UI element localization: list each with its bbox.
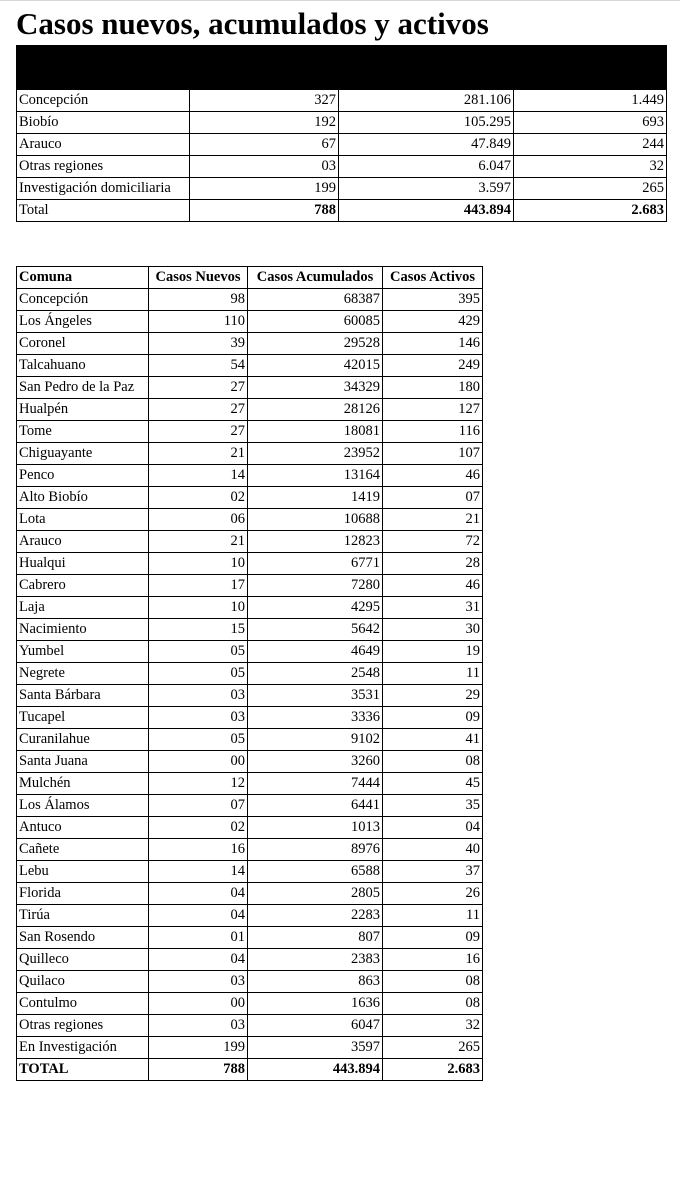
comuna-row	[17, 641, 483, 663]
casos-nuevos-cell: 67	[190, 134, 339, 156]
casos-acumulados-cell: 3336	[248, 707, 383, 729]
casos-acumulados-cell: 807	[248, 927, 383, 949]
comuna-name: Florida	[17, 883, 149, 905]
casos-acumulados-cell: 3260	[248, 751, 383, 773]
casos-activos-cell: 11	[383, 905, 483, 927]
casos-nuevos-cell: 54	[149, 355, 248, 377]
comuna-name: Arauco	[17, 531, 149, 553]
casos-activos-cell: 127	[383, 399, 483, 421]
comuna-name: Penco	[17, 465, 149, 487]
total-nuevos-cell: 788	[190, 200, 339, 222]
casos-nuevos-cell: 03	[149, 1015, 248, 1037]
region-label: Biobío	[17, 112, 190, 134]
region-label: Concepción	[17, 90, 190, 112]
casos-nuevos-cell: 03	[190, 156, 339, 178]
total-nuevos-cell: 788	[149, 1059, 248, 1081]
casos-nuevos-cell: 05	[149, 729, 248, 751]
casos-acumulados-cell: 2283	[248, 905, 383, 927]
casos-acumulados-cell: 4649	[248, 641, 383, 663]
summary-row	[17, 90, 667, 112]
casos-acumulados-cell: 8976	[248, 839, 383, 861]
casos-acumulados-cell: 4295	[248, 597, 383, 619]
comuna-name: Coronel	[17, 333, 149, 355]
region-label: Arauco	[17, 134, 190, 156]
casos-nuevos-cell: 05	[149, 663, 248, 685]
comuna-row	[17, 531, 483, 553]
casos-nuevos-cell: 21	[149, 443, 248, 465]
casos-acumulados-cell: 6441	[248, 795, 383, 817]
casos-activos-cell: 32	[383, 1015, 483, 1037]
casos-nuevos-cell: 14	[149, 465, 248, 487]
casos-nuevos-cell: 17	[149, 575, 248, 597]
casos-activos-cell: 244	[514, 134, 667, 156]
comuna-name: Negrete	[17, 663, 149, 685]
comuna-name: Concepción	[17, 289, 149, 311]
comuna-row	[17, 927, 483, 949]
total-activos-cell: 2.683	[514, 200, 667, 222]
comuna-row	[17, 949, 483, 971]
casos-nuevos-cell: 199	[149, 1037, 248, 1059]
casos-activos-cell: 09	[383, 927, 483, 949]
comuna-name: Lota	[17, 509, 149, 531]
comuna-name: Chiguayante	[17, 443, 149, 465]
comuna-row	[17, 729, 483, 751]
casos-activos-cell: 16	[383, 949, 483, 971]
casos-nuevos-cell: 27	[149, 377, 248, 399]
casos-acumulados-cell: 105.295	[339, 112, 514, 134]
summary-header-bar	[17, 46, 667, 90]
comuna-name: Santa Bárbara	[17, 685, 149, 707]
casos-activos-cell: 08	[383, 751, 483, 773]
comuna-name: Hualqui	[17, 553, 149, 575]
comuna-row	[17, 487, 483, 509]
casos-activos-cell: 116	[383, 421, 483, 443]
casos-nuevos-cell: 39	[149, 333, 248, 355]
total-acumulados-cell: 443.894	[248, 1059, 383, 1081]
summary-row	[17, 134, 667, 156]
comuna-name: Cañete	[17, 839, 149, 861]
comuna-row	[17, 751, 483, 773]
header-casos-activos: Casos Activos	[383, 267, 483, 289]
casos-activos-cell: 41	[383, 729, 483, 751]
casos-acumulados-cell: 3597	[248, 1037, 383, 1059]
total-activos-cell: 2.683	[383, 1059, 483, 1081]
comuna-row	[17, 685, 483, 707]
casos-acumulados-cell: 6047	[248, 1015, 383, 1037]
casos-nuevos-cell: 10	[149, 597, 248, 619]
casos-activos-cell: 249	[383, 355, 483, 377]
casos-nuevos-cell: 192	[190, 112, 339, 134]
comuna-row	[17, 465, 483, 487]
summary-row	[17, 156, 667, 178]
casos-activos-cell: 30	[383, 619, 483, 641]
casos-nuevos-cell: 04	[149, 883, 248, 905]
casos-acumulados-cell: 3531	[248, 685, 383, 707]
casos-nuevos-cell: 01	[149, 927, 248, 949]
header-comuna: Comuna	[17, 267, 149, 289]
comuna-name: San Pedro de la Paz	[17, 377, 149, 399]
total-acumulados-cell: 443.894	[339, 200, 514, 222]
casos-acumulados-cell: 12823	[248, 531, 383, 553]
casos-activos-cell: 46	[383, 575, 483, 597]
summary-row	[17, 112, 667, 134]
comuna-name: Lebu	[17, 861, 149, 883]
casos-nuevos-cell: 07	[149, 795, 248, 817]
casos-activos-cell: 28	[383, 553, 483, 575]
casos-acumulados-cell: 6.047	[339, 156, 514, 178]
comuna-name: Quilaco	[17, 971, 149, 993]
casos-nuevos-cell: 03	[149, 971, 248, 993]
casos-nuevos-cell: 27	[149, 421, 248, 443]
comuna-row	[17, 839, 483, 861]
top-border-line	[0, 0, 680, 1]
casos-nuevos-cell: 02	[149, 817, 248, 839]
casos-acumulados-cell: 29528	[248, 333, 383, 355]
casos-activos-cell: 107	[383, 443, 483, 465]
comuna-row	[17, 509, 483, 531]
casos-nuevos-cell: 06	[149, 509, 248, 531]
comuna-row	[17, 399, 483, 421]
comuna-row	[17, 1015, 483, 1037]
comuna-row	[17, 773, 483, 795]
page-title: Casos nuevos, acumulados y activos	[16, 6, 489, 41]
casos-activos-cell: 29	[383, 685, 483, 707]
comuna-row	[17, 993, 483, 1015]
casos-activos-cell: 429	[383, 311, 483, 333]
casos-nuevos-cell: 199	[190, 178, 339, 200]
casos-nuevos-cell: 98	[149, 289, 248, 311]
casos-activos-cell: 26	[383, 883, 483, 905]
comuna-name: Mulchén	[17, 773, 149, 795]
comuna-name: Laja	[17, 597, 149, 619]
comuna-row	[17, 421, 483, 443]
comuna-name: Otras regiones	[17, 1015, 149, 1037]
casos-nuevos-cell: 02	[149, 487, 248, 509]
comuna-row	[17, 883, 483, 905]
casos-activos-cell: 09	[383, 707, 483, 729]
casos-acumulados-cell: 42015	[248, 355, 383, 377]
casos-acumulados-cell: 68387	[248, 289, 383, 311]
comuna-name: Antuco	[17, 817, 149, 839]
comuna-name: Hualpén	[17, 399, 149, 421]
casos-acumulados-cell: 60085	[248, 311, 383, 333]
casos-acumulados-cell: 2805	[248, 883, 383, 905]
casos-nuevos-cell: 12	[149, 773, 248, 795]
casos-nuevos-cell: 03	[149, 707, 248, 729]
casos-activos-cell: 46	[383, 465, 483, 487]
casos-acumulados-cell: 2383	[248, 949, 383, 971]
casos-activos-cell: 45	[383, 773, 483, 795]
casos-acumulados-cell: 5642	[248, 619, 383, 641]
casos-acumulados-cell: 9102	[248, 729, 383, 751]
casos-acumulados-cell: 863	[248, 971, 383, 993]
casos-activos-cell: 35	[383, 795, 483, 817]
comuna-name: Curanilahue	[17, 729, 149, 751]
comuna-name: Quilleco	[17, 949, 149, 971]
casos-nuevos-cell: 14	[149, 861, 248, 883]
casos-activos-cell: 146	[383, 333, 483, 355]
casos-acumulados-cell: 2548	[248, 663, 383, 685]
header-casos-acumulados: Casos Acumulados	[248, 267, 383, 289]
comuna-row	[17, 553, 483, 575]
comuna-table-header	[17, 267, 483, 289]
comuna-name: Nacimiento	[17, 619, 149, 641]
casos-activos-cell: 08	[383, 993, 483, 1015]
summary-row	[17, 178, 667, 200]
comuna-name: Yumbel	[17, 641, 149, 663]
casos-activos-cell: 08	[383, 971, 483, 993]
comuna-row	[17, 575, 483, 597]
casos-acumulados-cell: 28126	[248, 399, 383, 421]
casos-activos-cell: 72	[383, 531, 483, 553]
comuna-row	[17, 289, 483, 311]
comuna-name: Los Álamos	[17, 795, 149, 817]
comuna-row	[17, 905, 483, 927]
comuna-name: Cabrero	[17, 575, 149, 597]
comuna-name: Santa Juana	[17, 751, 149, 773]
casos-activos-cell: 37	[383, 861, 483, 883]
casos-nuevos-cell: 04	[149, 905, 248, 927]
casos-acumulados-cell: 13164	[248, 465, 383, 487]
casos-activos-cell: 07	[383, 487, 483, 509]
casos-activos-cell: 31	[383, 597, 483, 619]
comuna-name: En Investigación	[17, 1037, 149, 1059]
casos-acumulados-cell: 6771	[248, 553, 383, 575]
casos-acumulados-cell: 1636	[248, 993, 383, 1015]
comuna-name: Alto Biobío	[17, 487, 149, 509]
casos-nuevos-cell: 00	[149, 993, 248, 1015]
total-label: Total	[17, 200, 190, 222]
casos-nuevos-cell: 21	[149, 531, 248, 553]
comuna-name: Talcahuano	[17, 355, 149, 377]
casos-activos-cell: 19	[383, 641, 483, 663]
comuna-name: Tirúa	[17, 905, 149, 927]
casos-activos-cell: 11	[383, 663, 483, 685]
comuna-name: Los Ángeles	[17, 311, 149, 333]
comuna-row	[17, 377, 483, 399]
casos-activos-cell: 265	[514, 178, 667, 200]
comuna-row	[17, 707, 483, 729]
casos-nuevos-cell: 16	[149, 839, 248, 861]
casos-acumulados-cell: 1013	[248, 817, 383, 839]
casos-nuevos-cell: 00	[149, 751, 248, 773]
casos-activos-cell: 1.449	[514, 90, 667, 112]
casos-activos-cell: 265	[383, 1037, 483, 1059]
casos-nuevos-cell: 03	[149, 685, 248, 707]
casos-nuevos-cell: 05	[149, 641, 248, 663]
casos-nuevos-cell: 110	[149, 311, 248, 333]
casos-activos-cell: 693	[514, 112, 667, 134]
casos-activos-cell: 04	[383, 817, 483, 839]
casos-acumulados-cell: 7444	[248, 773, 383, 795]
casos-nuevos-cell: 10	[149, 553, 248, 575]
casos-acumulados-cell: 34329	[248, 377, 383, 399]
casos-activos-cell: 40	[383, 839, 483, 861]
comuna-row	[17, 333, 483, 355]
comuna-table	[16, 266, 483, 1081]
casos-acumulados-cell: 10688	[248, 509, 383, 531]
casos-acumulados-cell: 3.597	[339, 178, 514, 200]
comuna-row	[17, 619, 483, 641]
casos-activos-cell: 180	[383, 377, 483, 399]
casos-acumulados-cell: 7280	[248, 575, 383, 597]
comuna-row	[17, 443, 483, 465]
comuna-total-row	[17, 1059, 483, 1081]
casos-activos-cell: 32	[514, 156, 667, 178]
comuna-row	[17, 817, 483, 839]
casos-nuevos-cell: 327	[190, 90, 339, 112]
comuna-row	[17, 971, 483, 993]
casos-acumulados-cell: 18081	[248, 421, 383, 443]
comuna-row	[17, 795, 483, 817]
comuna-row	[17, 355, 483, 377]
comuna-name: Tome	[17, 421, 149, 443]
comuna-row	[17, 597, 483, 619]
casos-acumulados-cell: 47.849	[339, 134, 514, 156]
summary-table	[16, 45, 667, 222]
comuna-row	[17, 311, 483, 333]
casos-activos-cell: 395	[383, 289, 483, 311]
header-casos-nuevos: Casos Nuevos	[149, 267, 248, 289]
region-label: Investigación domiciliaria	[17, 178, 190, 200]
casos-acumulados-cell: 281.106	[339, 90, 514, 112]
region-label: Otras regiones	[17, 156, 190, 178]
casos-nuevos-cell: 04	[149, 949, 248, 971]
casos-activos-cell: 21	[383, 509, 483, 531]
casos-acumulados-cell: 1419	[248, 487, 383, 509]
casos-nuevos-cell: 15	[149, 619, 248, 641]
comuna-name: San Rosendo	[17, 927, 149, 949]
comuna-name: Contulmo	[17, 993, 149, 1015]
casos-nuevos-cell: 27	[149, 399, 248, 421]
casos-acumulados-cell: 6588	[248, 861, 383, 883]
comuna-row	[17, 663, 483, 685]
comuna-name: Tucapel	[17, 707, 149, 729]
summary-total-row	[17, 200, 667, 222]
total-label: TOTAL	[17, 1059, 149, 1081]
comuna-row	[17, 861, 483, 883]
comuna-row	[17, 1037, 483, 1059]
casos-acumulados-cell: 23952	[248, 443, 383, 465]
